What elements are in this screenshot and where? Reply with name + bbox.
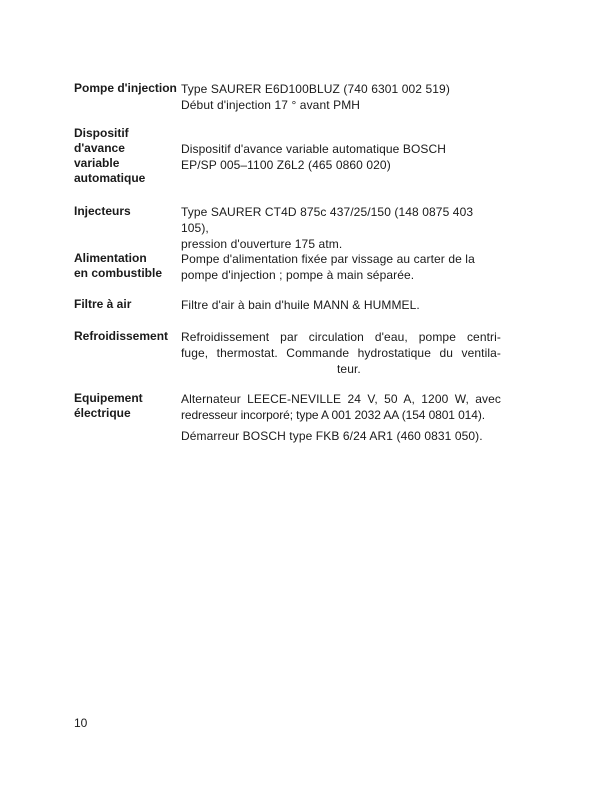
page-number: 10: [74, 716, 88, 730]
section-description: [181, 81, 501, 113]
description-line: Pompe d'alimentation fixée par vissage au carter de la: [181, 252, 475, 266]
description-line: Type SAURER CT4D 875c 437/25/150 (148 0875 403 105),: [181, 205, 474, 235]
section-label: Injecteurs: [74, 204, 131, 218]
description-line: pression d'ouverture 175 atm.: [181, 237, 343, 251]
description-line: redresseur incorporé; type A 001 2032 AA (154 0801 014).: [181, 408, 485, 422]
description-line: EP/SP 005–1100 Z6L2 (465 0860 020): [181, 158, 391, 172]
description-line: teur.: [337, 362, 361, 376]
description-line: Refroidissement par circulation d'eau, pompe centri-: [181, 330, 501, 344]
section-label: Alimentation en combustible: [74, 251, 163, 280]
description-line: pompe d'injection ; pompe à main séparée.: [181, 268, 415, 282]
description-line: Filtre d'air à bain d'huile MANN & HUMMEL.: [181, 298, 420, 312]
description-line: Type SAURER E6D100BLUZ (740 6301 002 519): [181, 82, 450, 96]
section-description: [181, 297, 501, 313]
description-line: Alternateur LEECE-NEVILLE 24 V, 50 A, 1200 W, avec: [181, 392, 501, 406]
section-description: [181, 141, 501, 173]
section-description: [181, 391, 501, 444]
section-label: Filtre à air: [74, 297, 132, 311]
description-line: Début d'injection 17 ° avant PMH: [181, 98, 361, 112]
section-label: Pompe d'injection: [74, 81, 177, 95]
description-line: Démarreur BOSCH type FKB 6/24 AR1 (460 0831 050).: [181, 429, 483, 443]
description-line: Dispositif d'avance variable automatique BOSCH: [181, 142, 447, 156]
section-description: [181, 329, 501, 377]
section-description: [181, 204, 501, 252]
section-description: [181, 251, 501, 283]
section-label: Equipement électrique: [74, 391, 143, 420]
section-label: Dispositif d'avance variable automatique: [74, 126, 146, 185]
description-line: fuge, thermostat. Commande hydrostatique du ventila-: [181, 346, 501, 360]
section-label: Refroidissement: [74, 329, 169, 343]
